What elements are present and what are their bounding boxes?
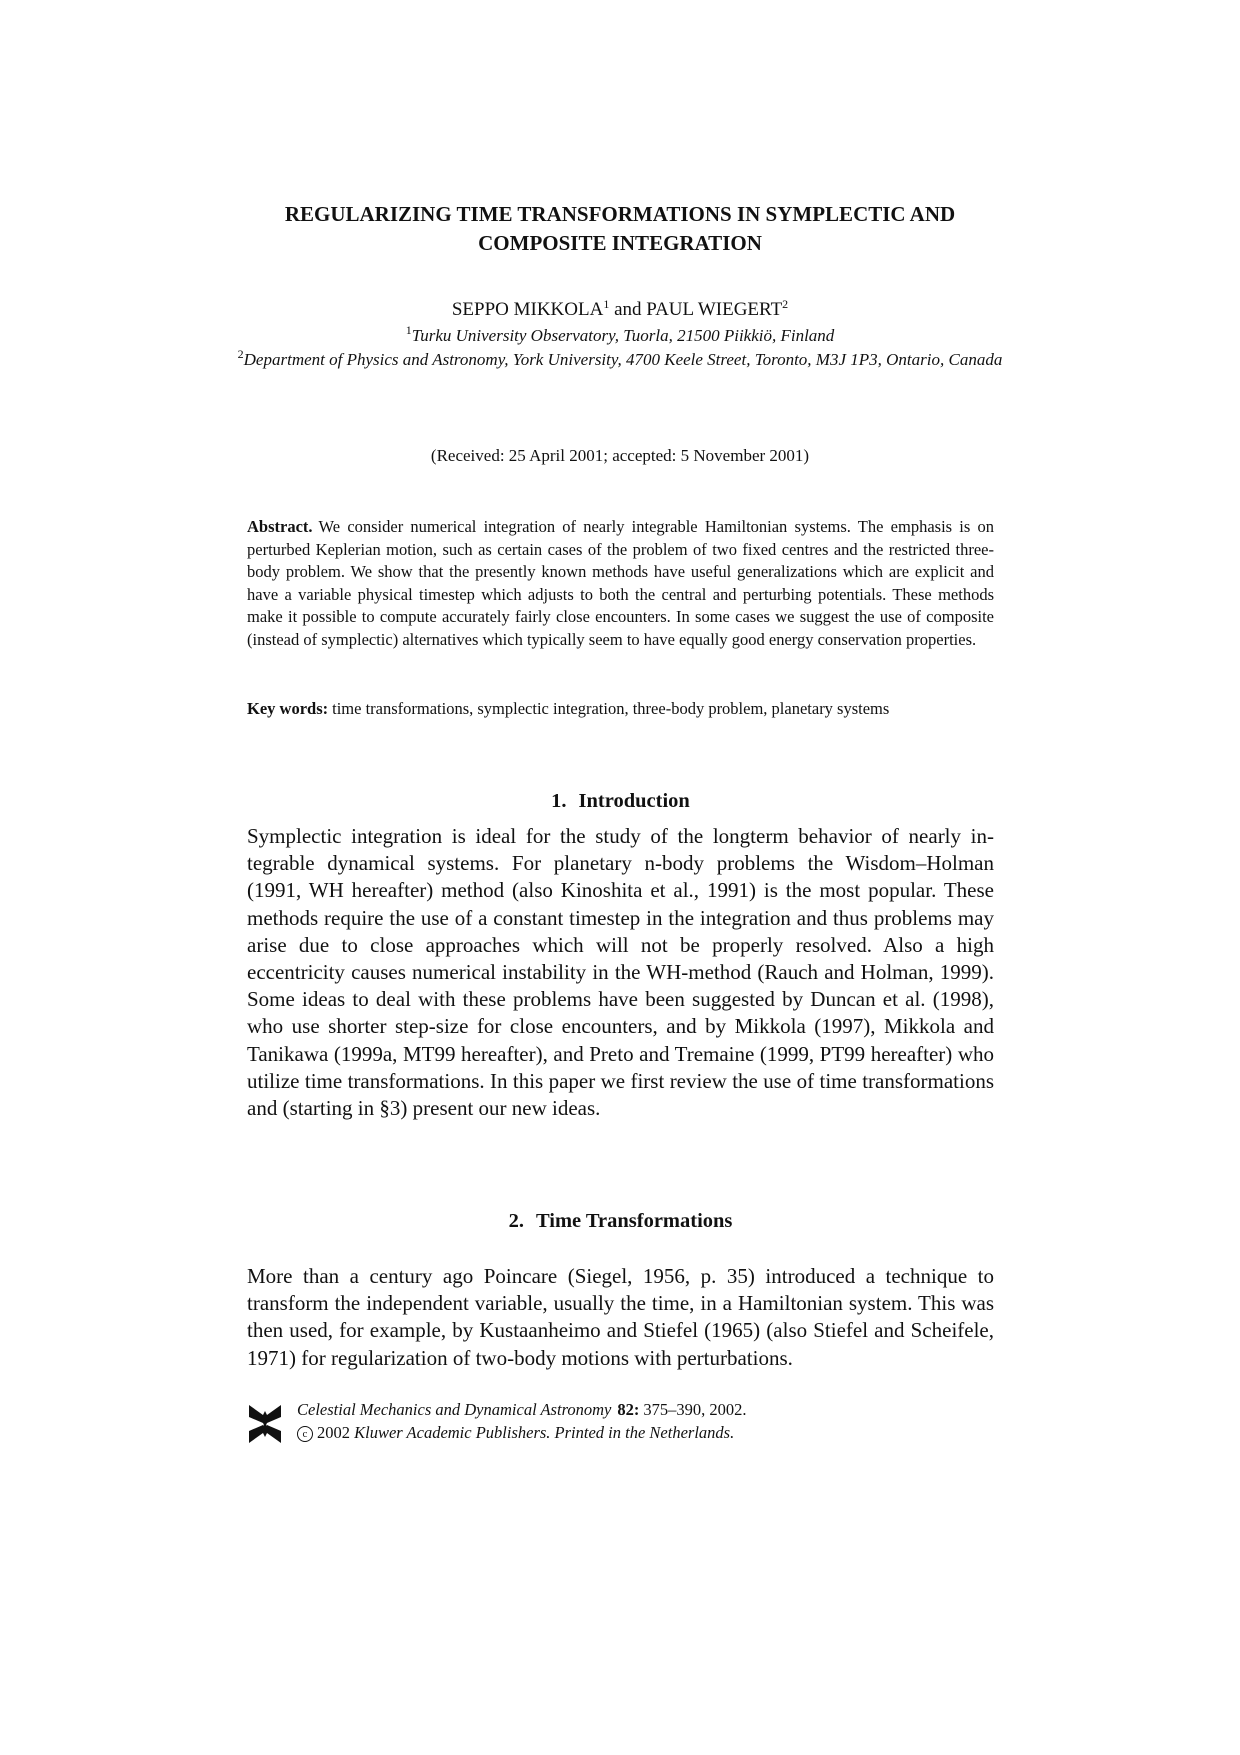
section-number: 2. xyxy=(508,1210,524,1232)
copyright-year: 2002 xyxy=(317,1423,350,1442)
journal-name: Celestial Mechanics and Dynamical Astronomy xyxy=(297,1400,612,1419)
affiliation-mark: 1 xyxy=(405,323,412,337)
journal-volume: 82: xyxy=(617,1400,640,1419)
author-name: SEPPO MIKKOLA xyxy=(451,299,604,320)
journal-footer xyxy=(247,1398,1007,1448)
section-body-introduction: Symplectic integration is ideal for the study of the longterm behavior of nearly integrable dynamical systems. For planetary n-body problems the Wisdom–Holman (1991, WH hereafter) method (also Kinoshita et al., 1991) is the most popular. These methods require the use of a constant timestep in the integration and thus problems may arise due to close approaches which will not be properly resolved. Also a high eccentricity causes numerical instability in the WH-method (Rauch and Holman, 1999). Some ideas to deal with these problems have been suggested by Duncan et al. (1998), who use shorter step-size for close encounters, and by Mikkola (1997), Mikkola and Tanikawa (1999a, MT99 hereafter), and Preto and Tremaine (1999, PT99 hereafter) who utilize time transformations. In this paper we first review the use of time transformations and (starting in §3) present our new ideas. xyxy=(247,824,994,1121)
section-body-time-transformations: More than a century ago Poincare (Siegel, 1956, p. 35) introduced a technique to transform the independent variable, usually the time, in a Hamiltonian system. This was then used, for example, by Kustaanheimo and Stiefel (1965) (also Stiefel and Scheifele, 1971) for regularization of two-body motions with perturbations. xyxy=(247,1264,994,1370)
publisher-line: Kluwer Academic Publishers. Printed in the Netherlands. xyxy=(354,1423,735,1442)
keywords-text: time transformations, symplectic integration, three-body problem, planetary systems xyxy=(332,699,890,718)
footer-line-2 xyxy=(297,1421,747,1444)
journal-pages: 375–390, 2002. xyxy=(643,1400,747,1419)
section-number: 1. xyxy=(551,790,567,812)
abstract-label: Abstract. xyxy=(247,517,313,536)
keywords-label: Key words: xyxy=(247,699,329,718)
author-list xyxy=(200,298,1040,322)
section-heading-introduction xyxy=(247,788,994,814)
publisher-logo-icon xyxy=(247,1403,283,1445)
affiliation-1 xyxy=(200,324,1040,347)
footer-line-1 xyxy=(297,1398,747,1421)
received-dates: (Received: 25 April 2001; accepted: 5 November 2001) xyxy=(430,446,810,465)
section-heading-time-transformations xyxy=(247,1208,994,1234)
affiliation-2 xyxy=(200,348,1040,371)
title-line-1: REGULARIZING TIME TRANSFORMATIONS IN SYMPLECTIC AND xyxy=(284,202,956,226)
author-affiliation-mark: 1 xyxy=(603,297,610,311)
footer-citation xyxy=(297,1398,747,1444)
section-title: Time Transformations xyxy=(535,1210,733,1232)
paper-title xyxy=(200,200,1040,258)
author-conjunction: and xyxy=(614,299,642,320)
affiliation-mark: 2 xyxy=(237,347,244,361)
abstract-text: We consider numerical integration of nearly integrable Hamiltonian systems. The emphasis is on perturbed Keplerian motion, such as certain cases of the problem of two fixed centres and the restricted three-body problem. We show that the presently known methods have useful generalizations which are explicit and have a variable physical timestep which adjusts to both the central and perturbing potentials. These methods make it possible to compute accurately fairly close encounters. In some cases we suggest the use of composite (instead of symplectic) alternatives which typically seem to have equally good energy conservation properties. xyxy=(247,517,994,649)
section-title: Introduction xyxy=(578,790,690,812)
affiliation-text: Turku University Observatory, Tuorla, 21500 Piikkiö, Finland xyxy=(411,326,835,345)
affiliation-text: Department of Physics and Astronomy, York University, 4700 Keele Street, Toronto, M3J 1P3, Ontario, Canada xyxy=(243,350,1003,369)
author-name: PAUL WIEGERT xyxy=(646,299,783,320)
author-affiliation-mark: 2 xyxy=(782,297,789,311)
keywords xyxy=(247,698,1007,720)
title-line-2: COMPOSITE INTEGRATION xyxy=(478,231,762,255)
abstract xyxy=(247,516,994,652)
copyright-icon: c xyxy=(297,1426,313,1442)
